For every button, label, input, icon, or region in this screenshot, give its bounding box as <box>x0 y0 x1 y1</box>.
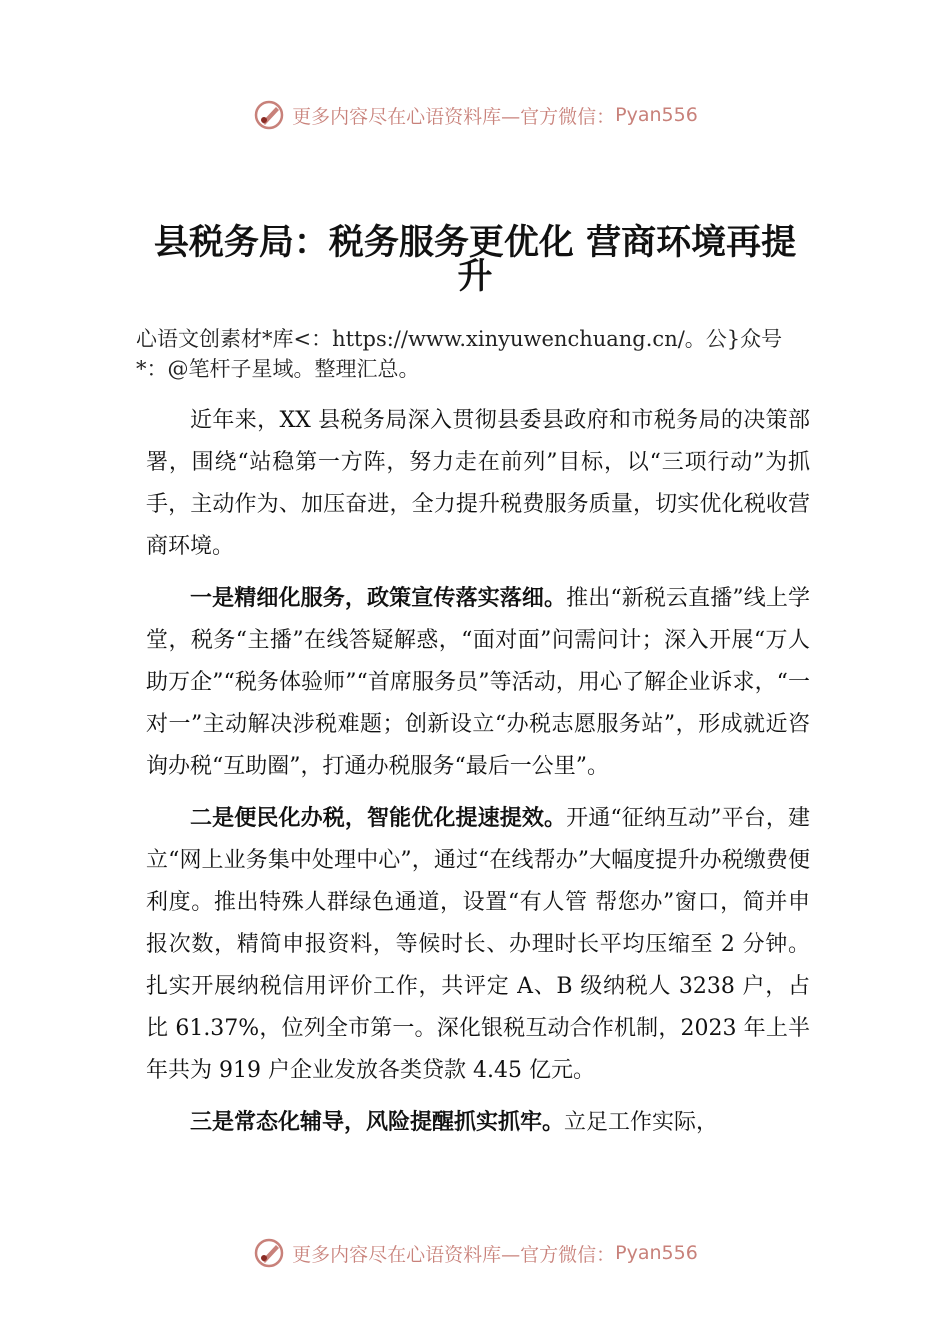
paragraph-point-1: 一是精细化服务，政策宣传落实落细。推出“新税云直播”线上学堂，税务“主播”在线答疑解惑，“面对面”问需问计；深入开展“万人助万企”“税务体验师”“首席服务员”等活动，用心了解企业诉求，“一对一”主动解决涉税难题；创新设立“办税志愿服务站”，形成就近咨询办税“互助圈”，打通办税服务“最后一公里”。 <box>146 586 810 779</box>
banner-text: 更多内容尽在心语资料库—官方微信： <box>292 1243 616 1266</box>
source-note: 心语文创素材*库<：https://www.xinyuwenchuang.cn/。公}众号*：@笔杆子星域。整理汇总。 <box>136 327 783 381</box>
banner-text: 更多内容尽在心语资料库—官方微信： <box>292 105 616 128</box>
paragraph-point-2: 二是便民化办税，智能优化提速提效。开通“征纳互动”平台，建立“网上业务集中处理中心”，通过“在线帮办”大幅度提升办税缴费便利度。推出特殊人群绿色通道，设置“有人管 帮您办”窗口，简并申报次数，精简申报资料，等候时长、办理时长平均压缩至 2 分钟。扎实开展纳税信用评价工作，共评定 A、B 级纳税人 3238 户，占比 61.37%，位列全市第一。深化银税互动合作机制，2023 年上半年共为 919 户企业发放各类贷款 4.45 亿元。 <box>146 806 810 1083</box>
pen-logo-icon <box>252 1236 286 1270</box>
paragraph-lead: 二是便民化办税，智能优化提速提效。 <box>190 806 567 831</box>
footer-watermark-banner <box>0 1233 950 1273</box>
paragraph-lead: 三是常态化辅导，风险提醒抓实抓牢。 <box>190 1110 565 1135</box>
pen-logo-icon <box>252 98 286 132</box>
paragraph-intro: 近年来，XX 县税务局深入贯彻县委县政府和市税务局的决策部署，围绕“站稳第一方阵，努力走在前列”目标，以“三项行动”为抓手，主动作为、加压奋进，全力提升税费服务质量，切实优化税收营商环境。 <box>146 408 810 559</box>
header-watermark-banner <box>0 95 950 135</box>
paragraph-lead: 一是精细化服务，政策宣传落实落细。 <box>190 586 567 611</box>
banner-handle: Pyan556 <box>615 1242 698 1264</box>
paragraph-point-3: 三是常态化辅导，风险提醒抓实抓牢。立足工作实际， <box>190 1110 719 1135</box>
banner-handle: Pyan556 <box>615 104 698 126</box>
document-title: 县税务局：税务服务更优化 营商环境再提升 <box>153 223 797 297</box>
article-body <box>146 400 810 1154</box>
